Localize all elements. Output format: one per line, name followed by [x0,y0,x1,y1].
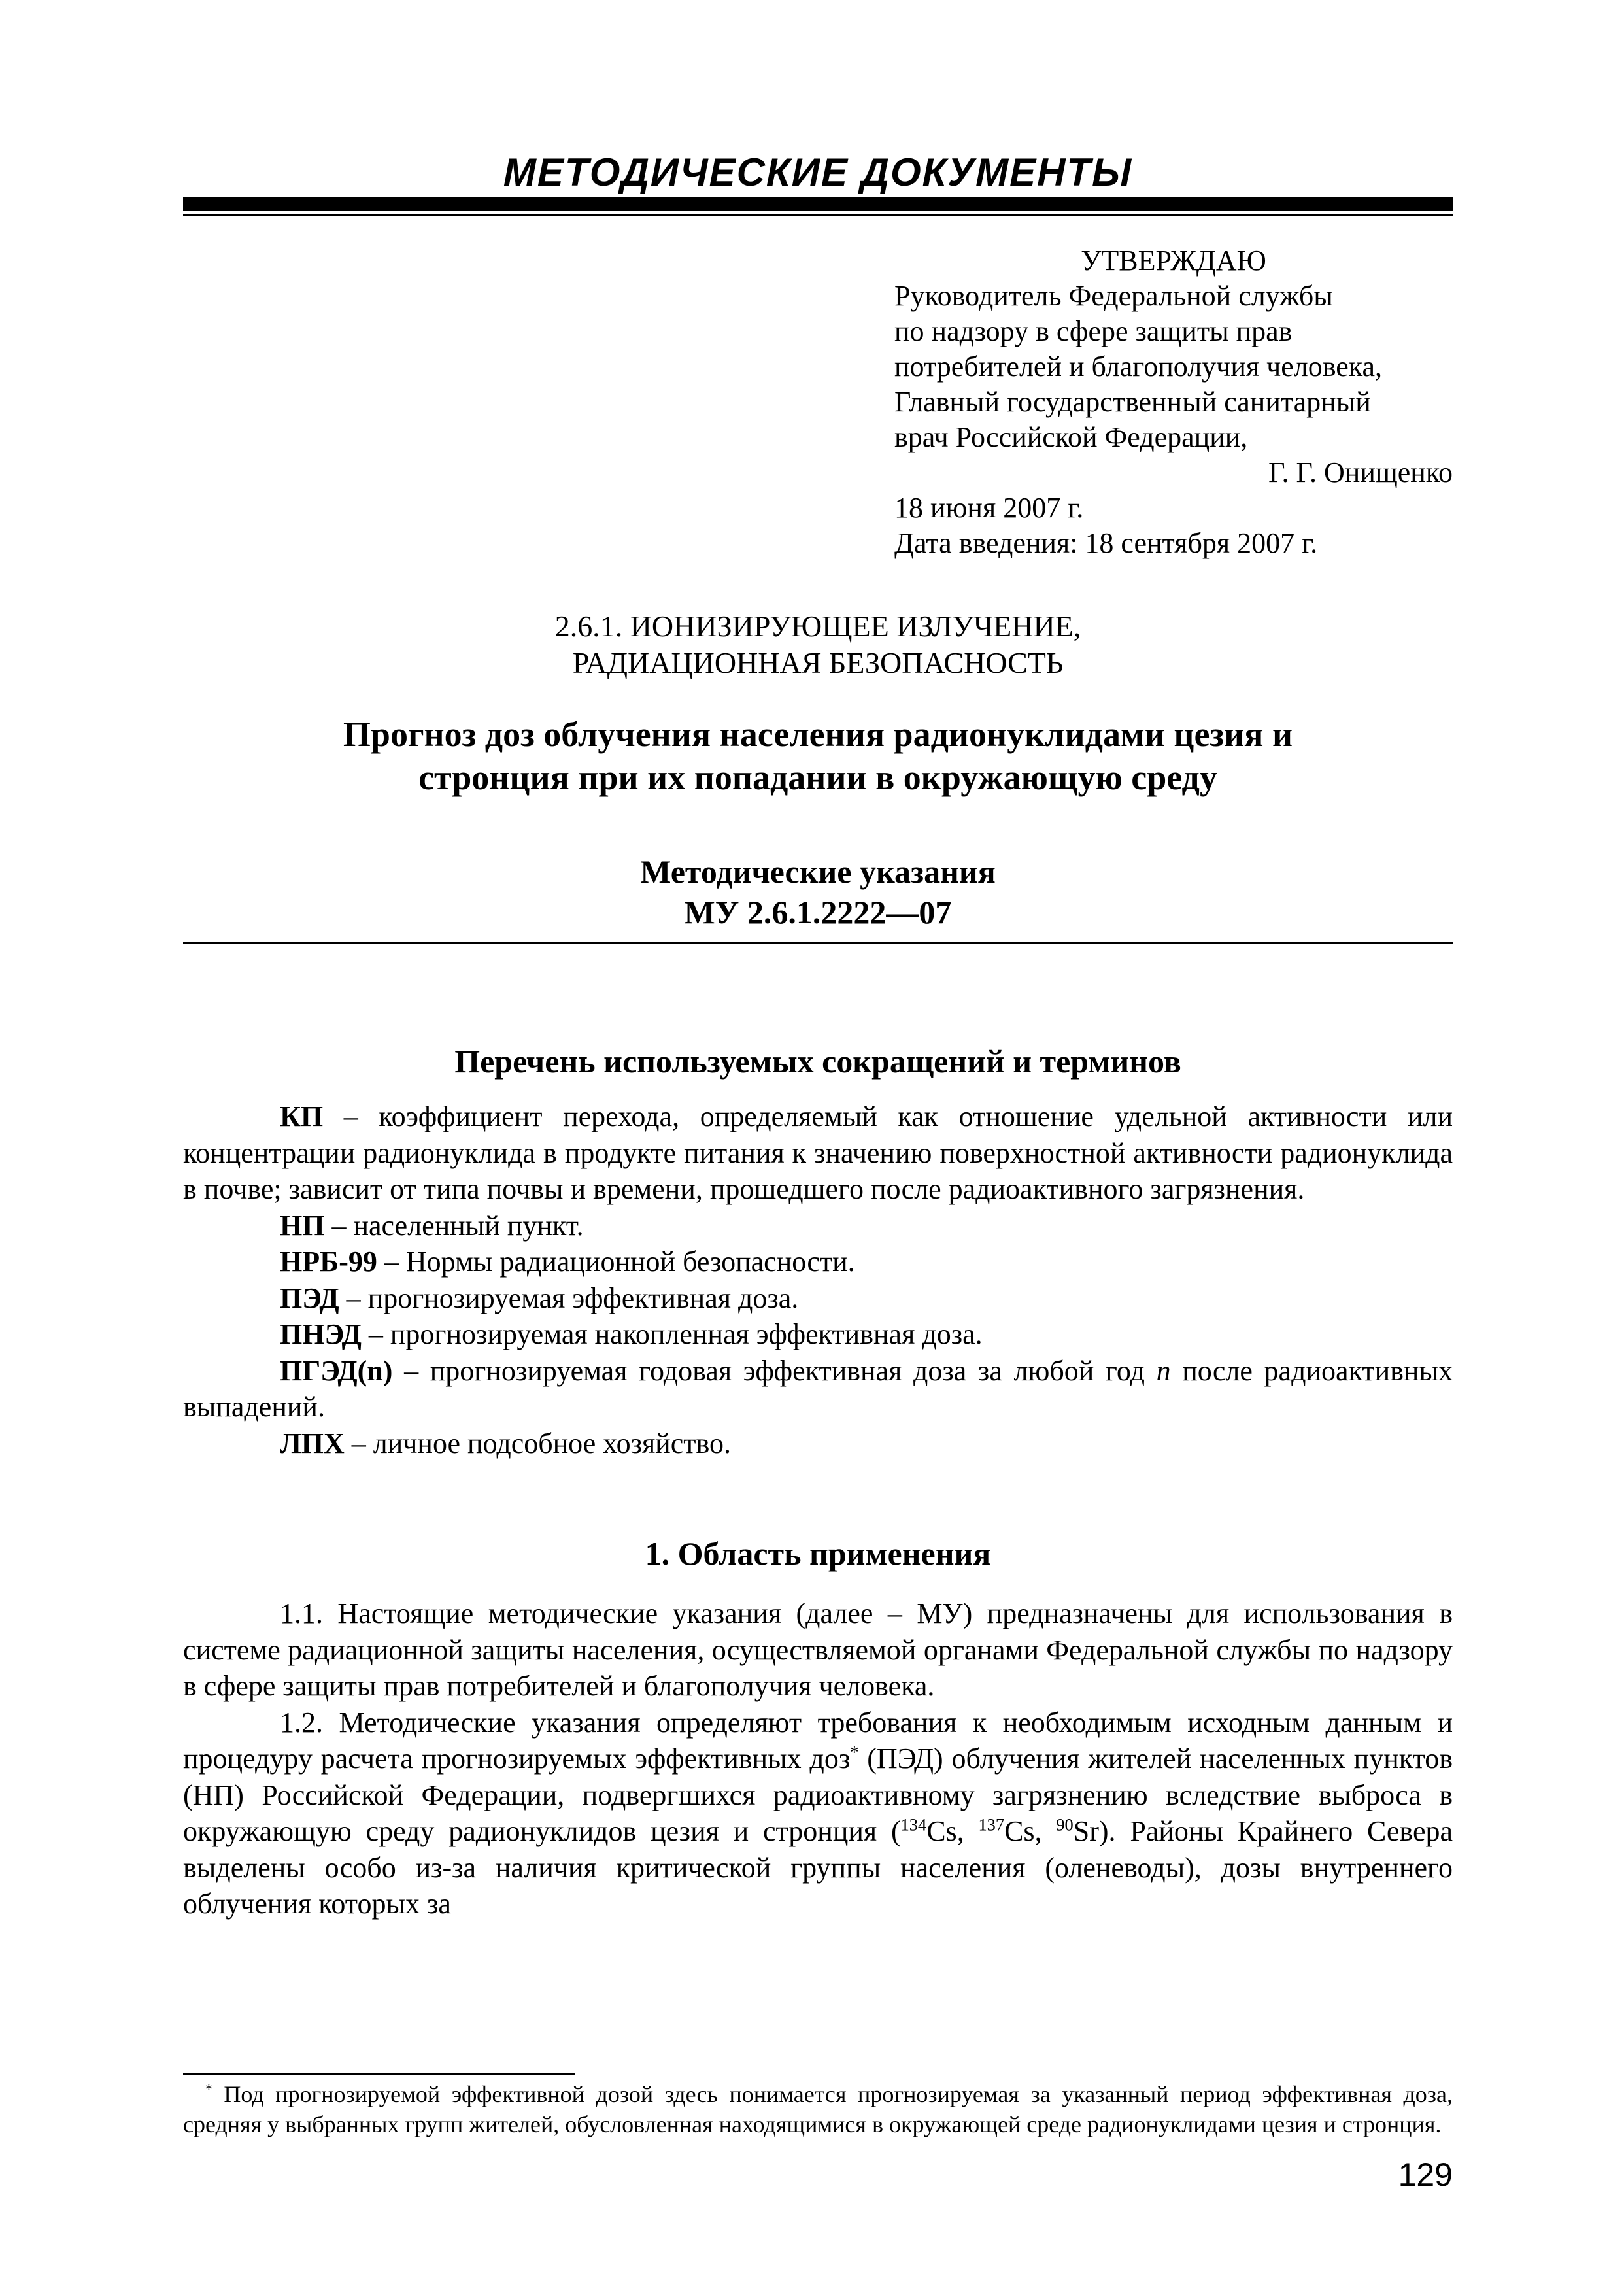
scope-heading: 1. Область применения [645,1535,991,1572]
footnote-mark: * [205,2081,212,2097]
approval-line: по надзору в сфере защиты прав [894,315,1293,347]
isotope-mass: 137 [978,1814,1005,1835]
approval-signatory: Г. Г. Онищенко [1268,456,1453,488]
scope-text [183,1595,1453,1922]
paragraph-text: 1.2. Методические указания определяют требования к необходимым исходным данным и процедуру расчета прогнозируемых эффективных доз [183,1706,1453,1775]
isotope-mass: 90 [1056,1814,1074,1835]
title-line: стронция при их попадании в окружающую среду [418,758,1217,797]
abbreviation-definition: – прогнозируемая годовая эффективная доза за любой год [392,1354,1157,1387]
approval-line: потребителей и благополучия человека, [894,350,1383,382]
variable-n: n [1156,1354,1171,1387]
abbreviation-item [183,1208,1453,1244]
separator: , [956,1815,979,1847]
abbreviation-definition: – прогнозируемая накопленная эффективная доза. [361,1318,983,1350]
document-type: Методические указания [640,853,996,890]
document-type-block [183,851,1453,932]
approval-line: врач Российской Федерации, [894,421,1248,453]
approval-block [894,243,1453,561]
abbreviations-heading: Перечень используемых сокращений и терминов [454,1043,1181,1080]
document-title [183,713,1453,799]
document-category [183,608,1453,681]
paragraph-1-2 [183,1705,1453,1922]
approval-line: Главный государственный санитарный [894,386,1371,418]
isotope-symbol: Cs [1004,1815,1035,1847]
abbreviation-definition: – личное подсобное хозяйство. [344,1427,731,1459]
header-rule-thin [183,214,1453,216]
footnote-text: Под прогнозируемой эффективной дозой здесь понимается прогнозируемая за указанный период эффективная доза, средняя у выбранных групп жителей, обусловленная находящимися в окружающей среде радионуклидами цезия и стронция. [183,2081,1453,2137]
abbreviation-term: КП [280,1100,324,1132]
approval-date: 18 июня 2007 г. [894,492,1084,524]
abbreviation-term: НП [280,1209,325,1242]
abbreviation-item [183,1353,1453,1425]
abbreviation-term: НРБ-99 [280,1246,377,1278]
running-header: МЕТОДИЧЕСКИЕ ДОКУМЕНТЫ [503,150,1133,194]
abbreviation-term: ПЭД [280,1282,339,1314]
page-number: 129 [1398,2156,1453,2193]
abbreviation-definition: – коэффициент перехода, определяемый как отношение удельной активности или концентрации радионуклида в продукте питания к значению поверхностной активности радионуклида в почве; зависит от типа почвы и времени, прошедшего после радиоактивного загрязнения. [183,1100,1453,1205]
abbreviation-item [183,1280,1453,1317]
paragraph-1-1: 1.1. Настоящие методические указания (далее – МУ) предназначены для использования в системе радиационной защиты населения, осуществляемой органами Федеральной службы по надзору в сфере защиты прав потребителей и благополучия человека. [183,1597,1453,1702]
abbreviation-definition: – прогнозируемая эффективная доза. [339,1282,799,1314]
title-line: Прогноз доз облучения населения радионуклидами цезия и [343,715,1293,754]
abbreviation-term: ПНЭД [280,1318,362,1350]
category-line: РАДИАЦИОННАЯ БЕЗОПАСНОСТЬ [572,646,1064,679]
footnote [183,2079,1453,2139]
abbreviation-item [183,1244,1453,1280]
abbreviation-item [183,1316,1453,1353]
document-number: МУ 2.6.1.2222—07 [684,894,952,930]
approval-line: Руководитель Федеральной службы [894,280,1333,312]
abbreviation-term: ЛПХ [280,1427,345,1459]
header-rule-thick [183,197,1453,211]
paragraph-text: (ПЭД) облучения жителей населенных пунктов (НП) Российской Федерации, подвергшихся радиоактивному загрязнению вследствие выброса в окружающую среду радионуклидов цезия и стронция ( [183,1742,1453,1847]
abbreviation-term: ПГЭД(n) [280,1354,393,1387]
approval-title: УТВЕРЖДАЮ [1081,245,1266,277]
isotope-mass: 134 [900,1814,927,1835]
isotope-symbol: Cs [926,1815,957,1847]
footnote-reference: * [850,1742,859,1762]
effective-date: Дата введения: 18 сентября 2007 г. [894,527,1318,559]
separator: , [1034,1815,1057,1847]
abbreviation-definition: – населенный пункт. [324,1209,584,1242]
abbreviation-definition: – Нормы радиационной безопасности. [377,1246,855,1278]
category-line: 2.6.1. ИОНИЗИРУЮЩЕЕ ИЗЛУЧЕНИЕ, [554,609,1081,643]
title-rule [183,942,1453,944]
abbreviation-item [183,1098,1453,1208]
paragraph-text: ). Районы Крайнего Севера выделены особо из-за наличия критической группы населения (оленеводы), дозы внутреннего облучения которых за [183,1815,1453,1920]
footnote-rule [183,2073,575,2075]
abbreviations-list [183,1098,1453,1461]
abbreviation-definition-end: после радиоактивных выпадений. [183,1354,1453,1423]
isotope-symbol: Sr [1073,1815,1099,1847]
abbreviation-item [183,1425,1453,1462]
